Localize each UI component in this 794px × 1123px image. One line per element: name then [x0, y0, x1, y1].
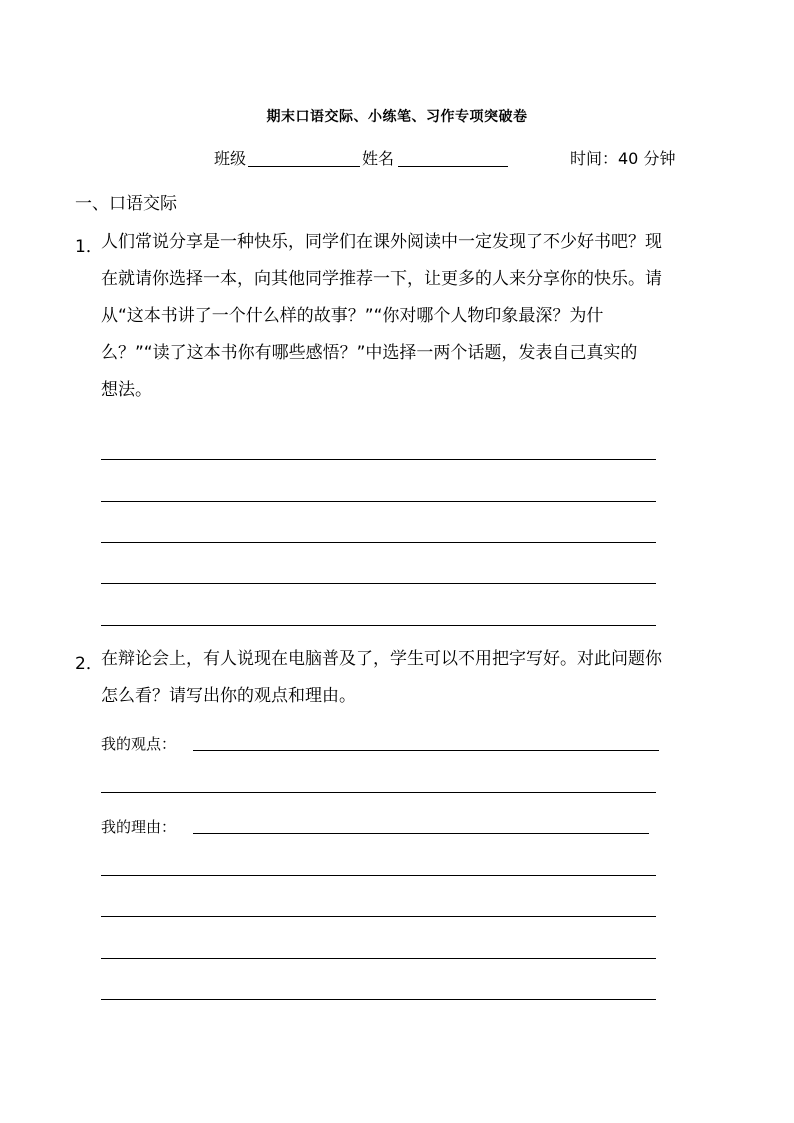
time-label: 时间：40 分钟 [570, 149, 676, 168]
class-blank[interactable] [248, 166, 360, 167]
answer-line[interactable] [101, 583, 656, 584]
question-1-line: 在就请你选择一本，向其他同学推荐一下，让更多的人来分享你的快乐。请 [101, 269, 662, 289]
answer-line[interactable] [101, 542, 656, 543]
answer-line[interactable] [101, 501, 656, 502]
question-1-line: 想法。 [101, 380, 152, 400]
name-blank[interactable] [398, 166, 508, 167]
page-title: 期末口语交际、小练笔、习作专项突破卷 [266, 109, 528, 125]
question-1-line: 么？”“读了这本书你有哪些感悟？”中选择一两个话题，发表自己真实的 [101, 343, 638, 363]
question-2-number: 2． [75, 654, 103, 674]
answer-line[interactable] [101, 875, 656, 876]
answer-line[interactable] [101, 459, 656, 460]
answer-line[interactable] [101, 792, 656, 793]
section-title: 一、口语交际 [75, 194, 177, 214]
answer-line[interactable] [101, 958, 656, 959]
question-2-text [101, 641, 725, 715]
answer-line[interactable] [101, 916, 656, 917]
viewpoint-label: 我的观点： [101, 735, 177, 753]
viewpoint-line[interactable] [193, 750, 659, 751]
class-label: 班级 [214, 149, 247, 168]
question-2-line: 怎么看？请写出你的观点和理由。 [101, 686, 356, 706]
question-1-number: 1． [75, 237, 103, 257]
reason-line[interactable] [193, 833, 649, 834]
question-2-line: 在辩论会上，有人说现在电脑普及了，学生可以不用把字写好。对此问题你 [101, 649, 662, 669]
question-1-text [101, 224, 725, 409]
answer-line[interactable] [101, 625, 656, 626]
answer-line[interactable] [101, 999, 656, 1000]
question-1-line: 从“这本书讲了一个什么样的故事？”“你对哪个人物印象最深？为什 [101, 306, 604, 326]
question-1-line: 人们常说分享是一种快乐，同学们在课外阅读中一定发现了不少好书吧？现 [101, 232, 662, 252]
name-label: 姓名 [362, 149, 395, 168]
student-info-row [0, 146, 794, 172]
reason-label: 我的理由： [101, 818, 177, 836]
